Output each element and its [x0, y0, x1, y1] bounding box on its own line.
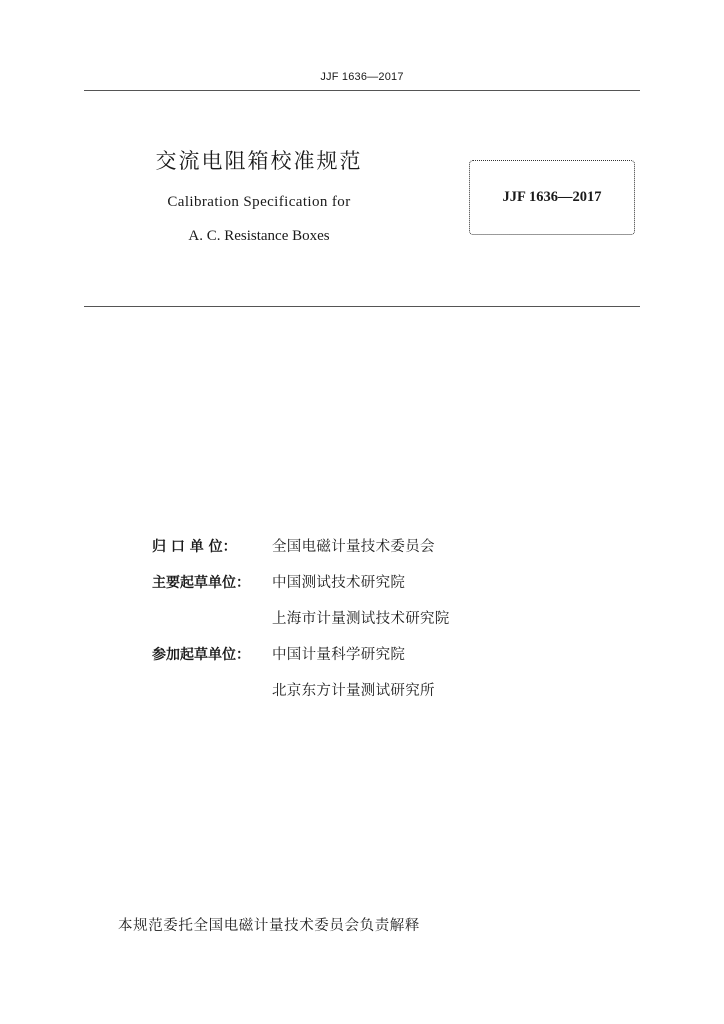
- org-value: 中国计量科学研究院: [272, 647, 406, 663]
- org-label: [152, 608, 272, 644]
- org-label: 归 口 单 位：: [152, 539, 237, 555]
- org-label: 主要起草单位：: [152, 575, 250, 591]
- org-value: 北京东方计量测试研究所: [272, 683, 435, 699]
- org-label: [152, 680, 272, 716]
- org-row-responsible-unit: [152, 536, 632, 572]
- org-label: 参加起草单位：: [152, 647, 250, 663]
- drafting-organizations: [152, 536, 632, 716]
- header-divider: [84, 90, 640, 91]
- org-value: 全国电磁计量技术委员会: [272, 539, 435, 555]
- document-title-english-line2: A. C. Resistance Boxes: [188, 228, 330, 244]
- document-title-chinese: 交流电阻箱校准规范: [155, 149, 363, 173]
- org-row-main-drafting-unit: [152, 572, 632, 608]
- specification-code: JJF 1636—2017: [502, 189, 602, 205]
- interpretation-note: 本规范委托全国电磁计量技术委员会负责解释: [118, 918, 420, 934]
- org-row-participating-unit-2: [152, 680, 632, 716]
- title-divider: [84, 306, 640, 307]
- specification-code-box: [469, 160, 635, 235]
- title-block: [84, 146, 434, 246]
- org-value: 中国测试技术研究院: [272, 575, 406, 591]
- document-title-english-line1: Calibration Specification for: [167, 194, 351, 210]
- org-value: 上海市计量测试技术研究院: [272, 611, 450, 627]
- running-header-code: JJF 1636—2017: [320, 71, 404, 83]
- org-row-participating-unit: [152, 644, 632, 680]
- org-row-main-drafting-unit-2: [152, 608, 632, 644]
